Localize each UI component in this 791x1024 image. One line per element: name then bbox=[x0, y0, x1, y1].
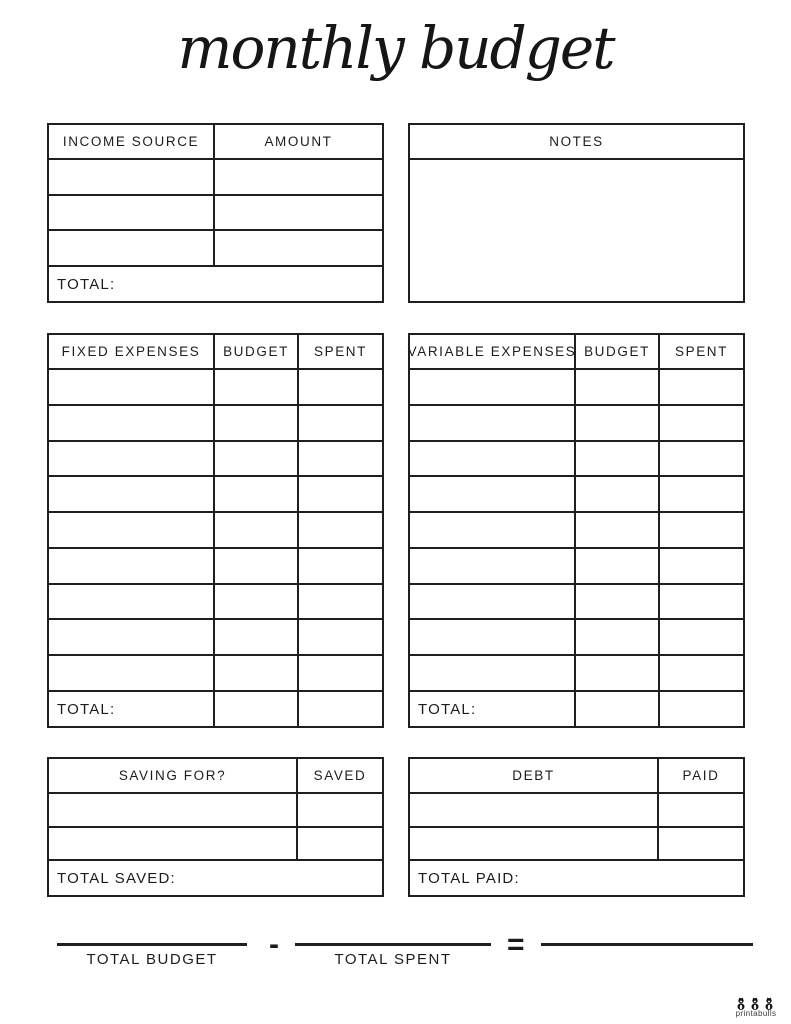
fixed-expense-row bbox=[49, 406, 382, 442]
total-spent-blank bbox=[295, 928, 491, 968]
debt-row bbox=[410, 794, 743, 828]
income-source-cell bbox=[49, 160, 215, 194]
variable-expense-row bbox=[410, 442, 743, 478]
spent-cell bbox=[299, 549, 382, 583]
variable-expenses-header-row bbox=[407, 335, 743, 370]
page-title: monthly budget bbox=[177, 14, 614, 82]
spent-cell bbox=[299, 442, 382, 476]
spent-cell bbox=[299, 620, 382, 654]
result-line bbox=[541, 943, 753, 946]
budget-cell bbox=[215, 656, 299, 690]
variable-expenses-total-row bbox=[410, 692, 743, 726]
spent-cell bbox=[299, 406, 382, 440]
fixed-expense-row bbox=[49, 656, 382, 692]
savings-table bbox=[47, 757, 384, 897]
debt-table bbox=[408, 757, 745, 897]
budget-total-cell bbox=[576, 692, 660, 726]
budget-cell bbox=[576, 442, 660, 476]
notes-table bbox=[408, 123, 745, 303]
expense-name-cell bbox=[49, 549, 215, 583]
fixed-expense-row bbox=[49, 477, 382, 513]
budget-cell bbox=[576, 656, 660, 690]
debt-name-cell bbox=[410, 828, 659, 860]
minus-sign: - bbox=[269, 928, 279, 961]
variable-expense-row bbox=[410, 513, 743, 549]
variable-expense-row bbox=[410, 656, 743, 692]
saving-for-header: SAVING FOR? bbox=[49, 759, 298, 792]
spent-cell bbox=[660, 656, 743, 690]
saved-cell bbox=[298, 828, 382, 860]
debt-total-row bbox=[410, 861, 743, 895]
budget-equation bbox=[0, 928, 791, 988]
total-paid-label: TOTAL PAID: bbox=[418, 869, 520, 887]
bulldogs-icon bbox=[735, 996, 777, 1010]
budget-cell bbox=[215, 585, 299, 619]
spent-cell bbox=[660, 549, 743, 583]
spent-cell bbox=[299, 477, 382, 511]
saving-for-cell bbox=[49, 828, 298, 860]
paid-cell bbox=[659, 794, 743, 826]
expense-name-cell bbox=[410, 442, 576, 476]
paid-cell bbox=[659, 828, 743, 860]
amount-cell bbox=[215, 231, 382, 265]
budget-cell bbox=[576, 370, 660, 404]
debt-header-row bbox=[410, 759, 743, 794]
logo-text: printabulls bbox=[735, 1009, 777, 1018]
spent-cell bbox=[660, 513, 743, 547]
variable-expenses-total-label: TOTAL: bbox=[410, 692, 576, 726]
spent-total-cell bbox=[299, 692, 382, 726]
total-budget-line bbox=[57, 943, 247, 946]
total-saved-label: TOTAL SAVED: bbox=[57, 869, 176, 887]
income-source-header: INCOME SOURCE bbox=[49, 125, 215, 158]
budget-cell bbox=[215, 620, 299, 654]
fixed-expenses-header: FIXED EXPENSES bbox=[49, 335, 215, 368]
budget-cell bbox=[576, 585, 660, 619]
debt-header: DEBT bbox=[410, 759, 659, 792]
variable-expense-row bbox=[410, 585, 743, 621]
fixed-expense-row bbox=[49, 442, 382, 478]
printabulls-logo bbox=[735, 996, 777, 1018]
income-row bbox=[49, 160, 382, 196]
income-header-row bbox=[49, 125, 382, 160]
variable-expense-row bbox=[410, 370, 743, 406]
expense-name-cell bbox=[410, 620, 576, 654]
spent-cell bbox=[299, 585, 382, 619]
equals-sign: = bbox=[507, 928, 525, 961]
spent-cell bbox=[660, 477, 743, 511]
expense-name-cell bbox=[49, 656, 215, 690]
expense-name-cell bbox=[410, 585, 576, 619]
savings-header-row bbox=[49, 759, 382, 794]
notes-area bbox=[410, 160, 743, 301]
total-budget-blank bbox=[57, 928, 247, 968]
fixed-expenses-table bbox=[47, 333, 384, 728]
spent-total-cell bbox=[660, 692, 743, 726]
expense-name-cell bbox=[410, 656, 576, 690]
expense-name-cell bbox=[410, 406, 576, 440]
expense-name-cell bbox=[49, 406, 215, 440]
debt-name-cell bbox=[410, 794, 659, 826]
fixed-expense-row bbox=[49, 585, 382, 621]
expense-name-cell bbox=[49, 513, 215, 547]
notes-header-row bbox=[410, 125, 743, 160]
budget-cell bbox=[215, 549, 299, 583]
paid-header: PAID bbox=[682, 768, 720, 783]
expense-name-cell bbox=[49, 585, 215, 619]
amount-cell bbox=[215, 196, 382, 230]
expense-name-cell bbox=[49, 370, 215, 404]
expense-name-cell bbox=[49, 477, 215, 511]
budget-total-cell bbox=[215, 692, 299, 726]
budget-cell bbox=[576, 549, 660, 583]
result-blank bbox=[541, 928, 753, 946]
income-row bbox=[49, 231, 382, 267]
spent-cell bbox=[299, 370, 382, 404]
notes-body-row bbox=[410, 160, 743, 301]
expense-name-cell bbox=[410, 513, 576, 547]
expense-name-cell bbox=[49, 620, 215, 654]
income-row bbox=[49, 196, 382, 232]
budget-cell bbox=[576, 620, 660, 654]
fixed-expense-row bbox=[49, 549, 382, 585]
spent-cell bbox=[660, 442, 743, 476]
variable-expense-row bbox=[410, 620, 743, 656]
savings-row bbox=[49, 794, 382, 828]
budget-cell bbox=[576, 406, 660, 440]
amount-header: AMOUNT bbox=[264, 134, 333, 149]
variable-expense-row bbox=[410, 406, 743, 442]
expense-name-cell bbox=[410, 370, 576, 404]
expense-name-cell bbox=[410, 477, 576, 511]
variable-expense-row bbox=[410, 477, 743, 513]
notes-header: NOTES bbox=[549, 134, 604, 149]
spent-cell bbox=[660, 620, 743, 654]
budget-cell bbox=[215, 370, 299, 404]
savings-total-row bbox=[49, 861, 382, 895]
income-total-row bbox=[49, 267, 382, 301]
budget-cell bbox=[215, 442, 299, 476]
spent-cell bbox=[660, 406, 743, 440]
income-table bbox=[47, 123, 384, 303]
income-source-cell bbox=[49, 196, 215, 230]
total-spent-label: TOTAL SPENT bbox=[334, 950, 452, 968]
saving-for-cell bbox=[49, 794, 298, 826]
debt-row bbox=[410, 828, 743, 862]
fixed-expense-row bbox=[49, 513, 382, 549]
total-spent-line bbox=[295, 943, 491, 946]
saved-header: SAVED bbox=[313, 768, 367, 783]
spent-header: SPENT bbox=[674, 344, 728, 359]
budget-header: BUDGET bbox=[576, 335, 660, 368]
fixed-expenses-total-row bbox=[49, 692, 382, 726]
spent-header: SPENT bbox=[313, 344, 367, 359]
budget-cell bbox=[215, 406, 299, 440]
budget-cell bbox=[215, 513, 299, 547]
variable-expenses-table bbox=[408, 333, 745, 728]
variable-expense-row bbox=[410, 549, 743, 585]
expense-name-cell bbox=[410, 549, 576, 583]
spent-cell bbox=[299, 656, 382, 690]
total-budget-label: TOTAL BUDGET bbox=[86, 950, 218, 968]
spent-cell bbox=[660, 370, 743, 404]
fixed-expense-row bbox=[49, 370, 382, 406]
variable-expenses-header: VARIABLE EXPENSES bbox=[410, 335, 576, 368]
savings-row bbox=[49, 828, 382, 862]
spent-cell bbox=[299, 513, 382, 547]
budget-cell bbox=[576, 477, 660, 511]
saved-cell bbox=[298, 794, 382, 826]
budget-cell bbox=[576, 513, 660, 547]
expense-name-cell bbox=[49, 442, 215, 476]
income-source-cell bbox=[49, 231, 215, 265]
spent-cell bbox=[660, 585, 743, 619]
fixed-expenses-total-label: TOTAL: bbox=[49, 692, 215, 726]
budget-header: BUDGET bbox=[215, 335, 299, 368]
amount-cell bbox=[215, 160, 382, 194]
budget-cell bbox=[215, 477, 299, 511]
fixed-expenses-header-row bbox=[49, 335, 382, 370]
fixed-expense-row bbox=[49, 620, 382, 656]
income-total-label: TOTAL: bbox=[57, 275, 116, 293]
